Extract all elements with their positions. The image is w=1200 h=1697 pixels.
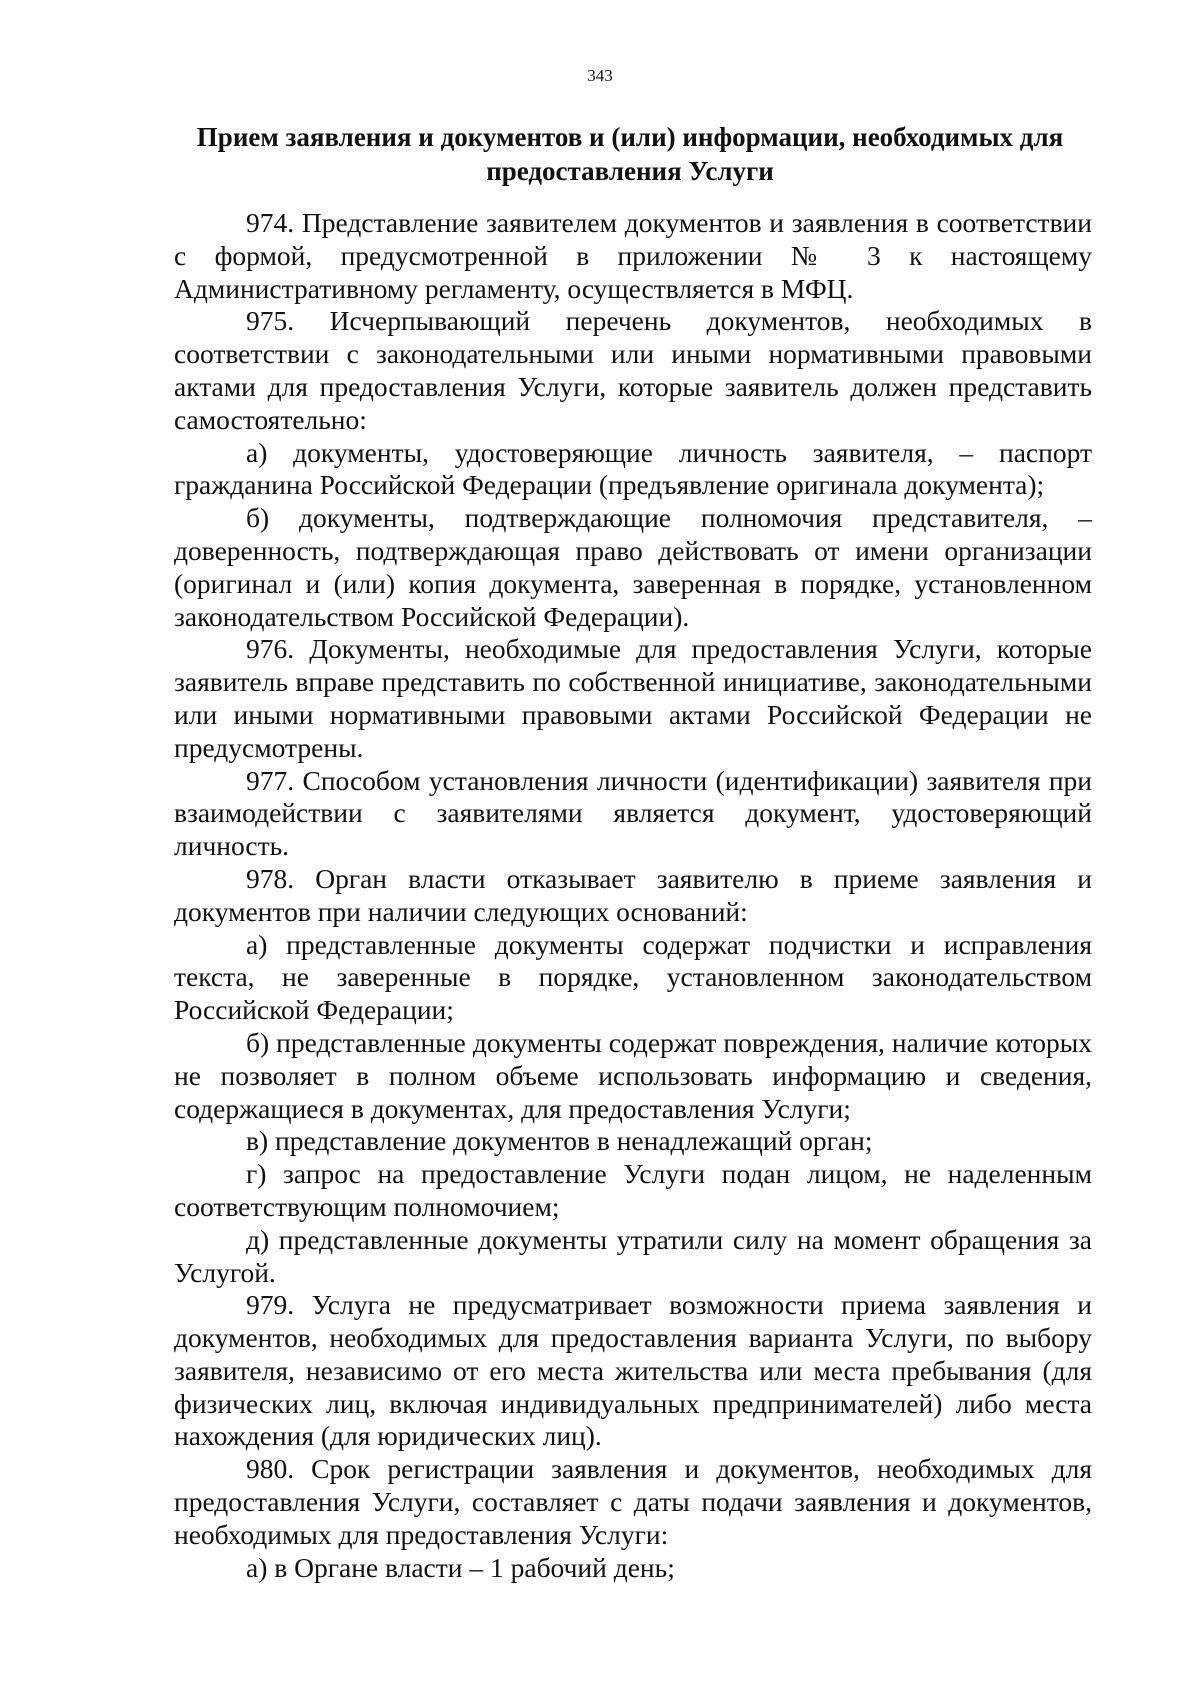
paragraph-978-item-d: д) представленные документы утратили силу на момент обращения за Услугой. <box>174 1223 1092 1288</box>
paragraph-978-item-g: г) запрос на предоставление Услуги подан лицом, не наделенным соответствующим полномочием; <box>174 1158 1092 1222</box>
page-number: 343 <box>587 66 613 85</box>
paragraph-980: 980. Срок регистрации заявления и документов, необходимых для предоставления Услуги, составляет с даты подачи заявления и документов, необходимых для предоставления Услуги: <box>174 1453 1092 1550</box>
paragraph-978: 978. Орган власти отказывает заявителю в приеме заявления и документов при наличии следующих оснований: <box>174 862 1092 927</box>
paragraph-974: 974. Представление заявителем документов и заявления в соответствии с формой, предусмотренной в приложении № 3 к настоящему Административному регламенту, осуществляется в МФЦ. <box>174 207 1092 304</box>
paragraph-978-item-b: б) представленные документы содержат повреждения, наличие которых не позволяет в полном объеме использовать информацию и сведения, содержащиеся в документах, для предоставления Услуги; <box>174 1026 1092 1124</box>
paragraph-975: 975. Исчерпывающий перечень документов, необходимых в соответствии с законодательными или иными нормативными правовыми актами для предоставления Услуги, которые заявитель должен представить самостоятельно: <box>174 305 1092 435</box>
paragraph-976: 976. Документы, необходимые для предоставления Услуги, которые заявитель вправе представить по собственной инициативе, законодательными или иными нормативными правовыми актами Российской Федерации не предусмотрены. <box>174 633 1092 763</box>
paragraph-980-item-a: а) в Органе власти – 1 рабочий день; <box>246 1551 675 1583</box>
paragraph-975-item-a: а) документы, удостоверяющие личность заявителя, – паспорт гражданина Российской Федерации (предъявление оригинала документа); <box>174 436 1092 501</box>
paragraph-978-item-v: в) представление документов в ненадлежащий орган; <box>246 1125 873 1157</box>
section-heading: Прием заявления и документов и (или) информации, необходимых для предоставления Услуги <box>196 122 1064 186</box>
paragraph-979: 979. Услуга не предусматривает возможности приема заявления и документов, необходимых для предоставления варианта Услуги, по выбору заявителя, независимо от его места жительства или места пребывания (для физических лиц, включая индивидуальных предпринимателей) либо места нахождения (для юридических лиц). <box>174 1289 1092 1452</box>
paragraph-975-item-b: б) документы, подтверждающие полномочия представителя, – доверенность, подтверждающая право действовать от имени организации (оригинал и (или) копия документа, заверенная в порядке, установленном законодательством Российской Федерации). <box>174 502 1092 632</box>
paragraph-978-item-a: а) представленные документы содержат подчистки и исправления текста, не заверенные в порядке, установленном законодательством Российской Федерации; <box>174 928 1092 1026</box>
document-body <box>174 207 1092 1584</box>
paragraph-977: 977. Способом установления личности (идентификации) заявителя при взаимодействии с заявителями является документ, удостоверяющий личность. <box>174 764 1092 862</box>
